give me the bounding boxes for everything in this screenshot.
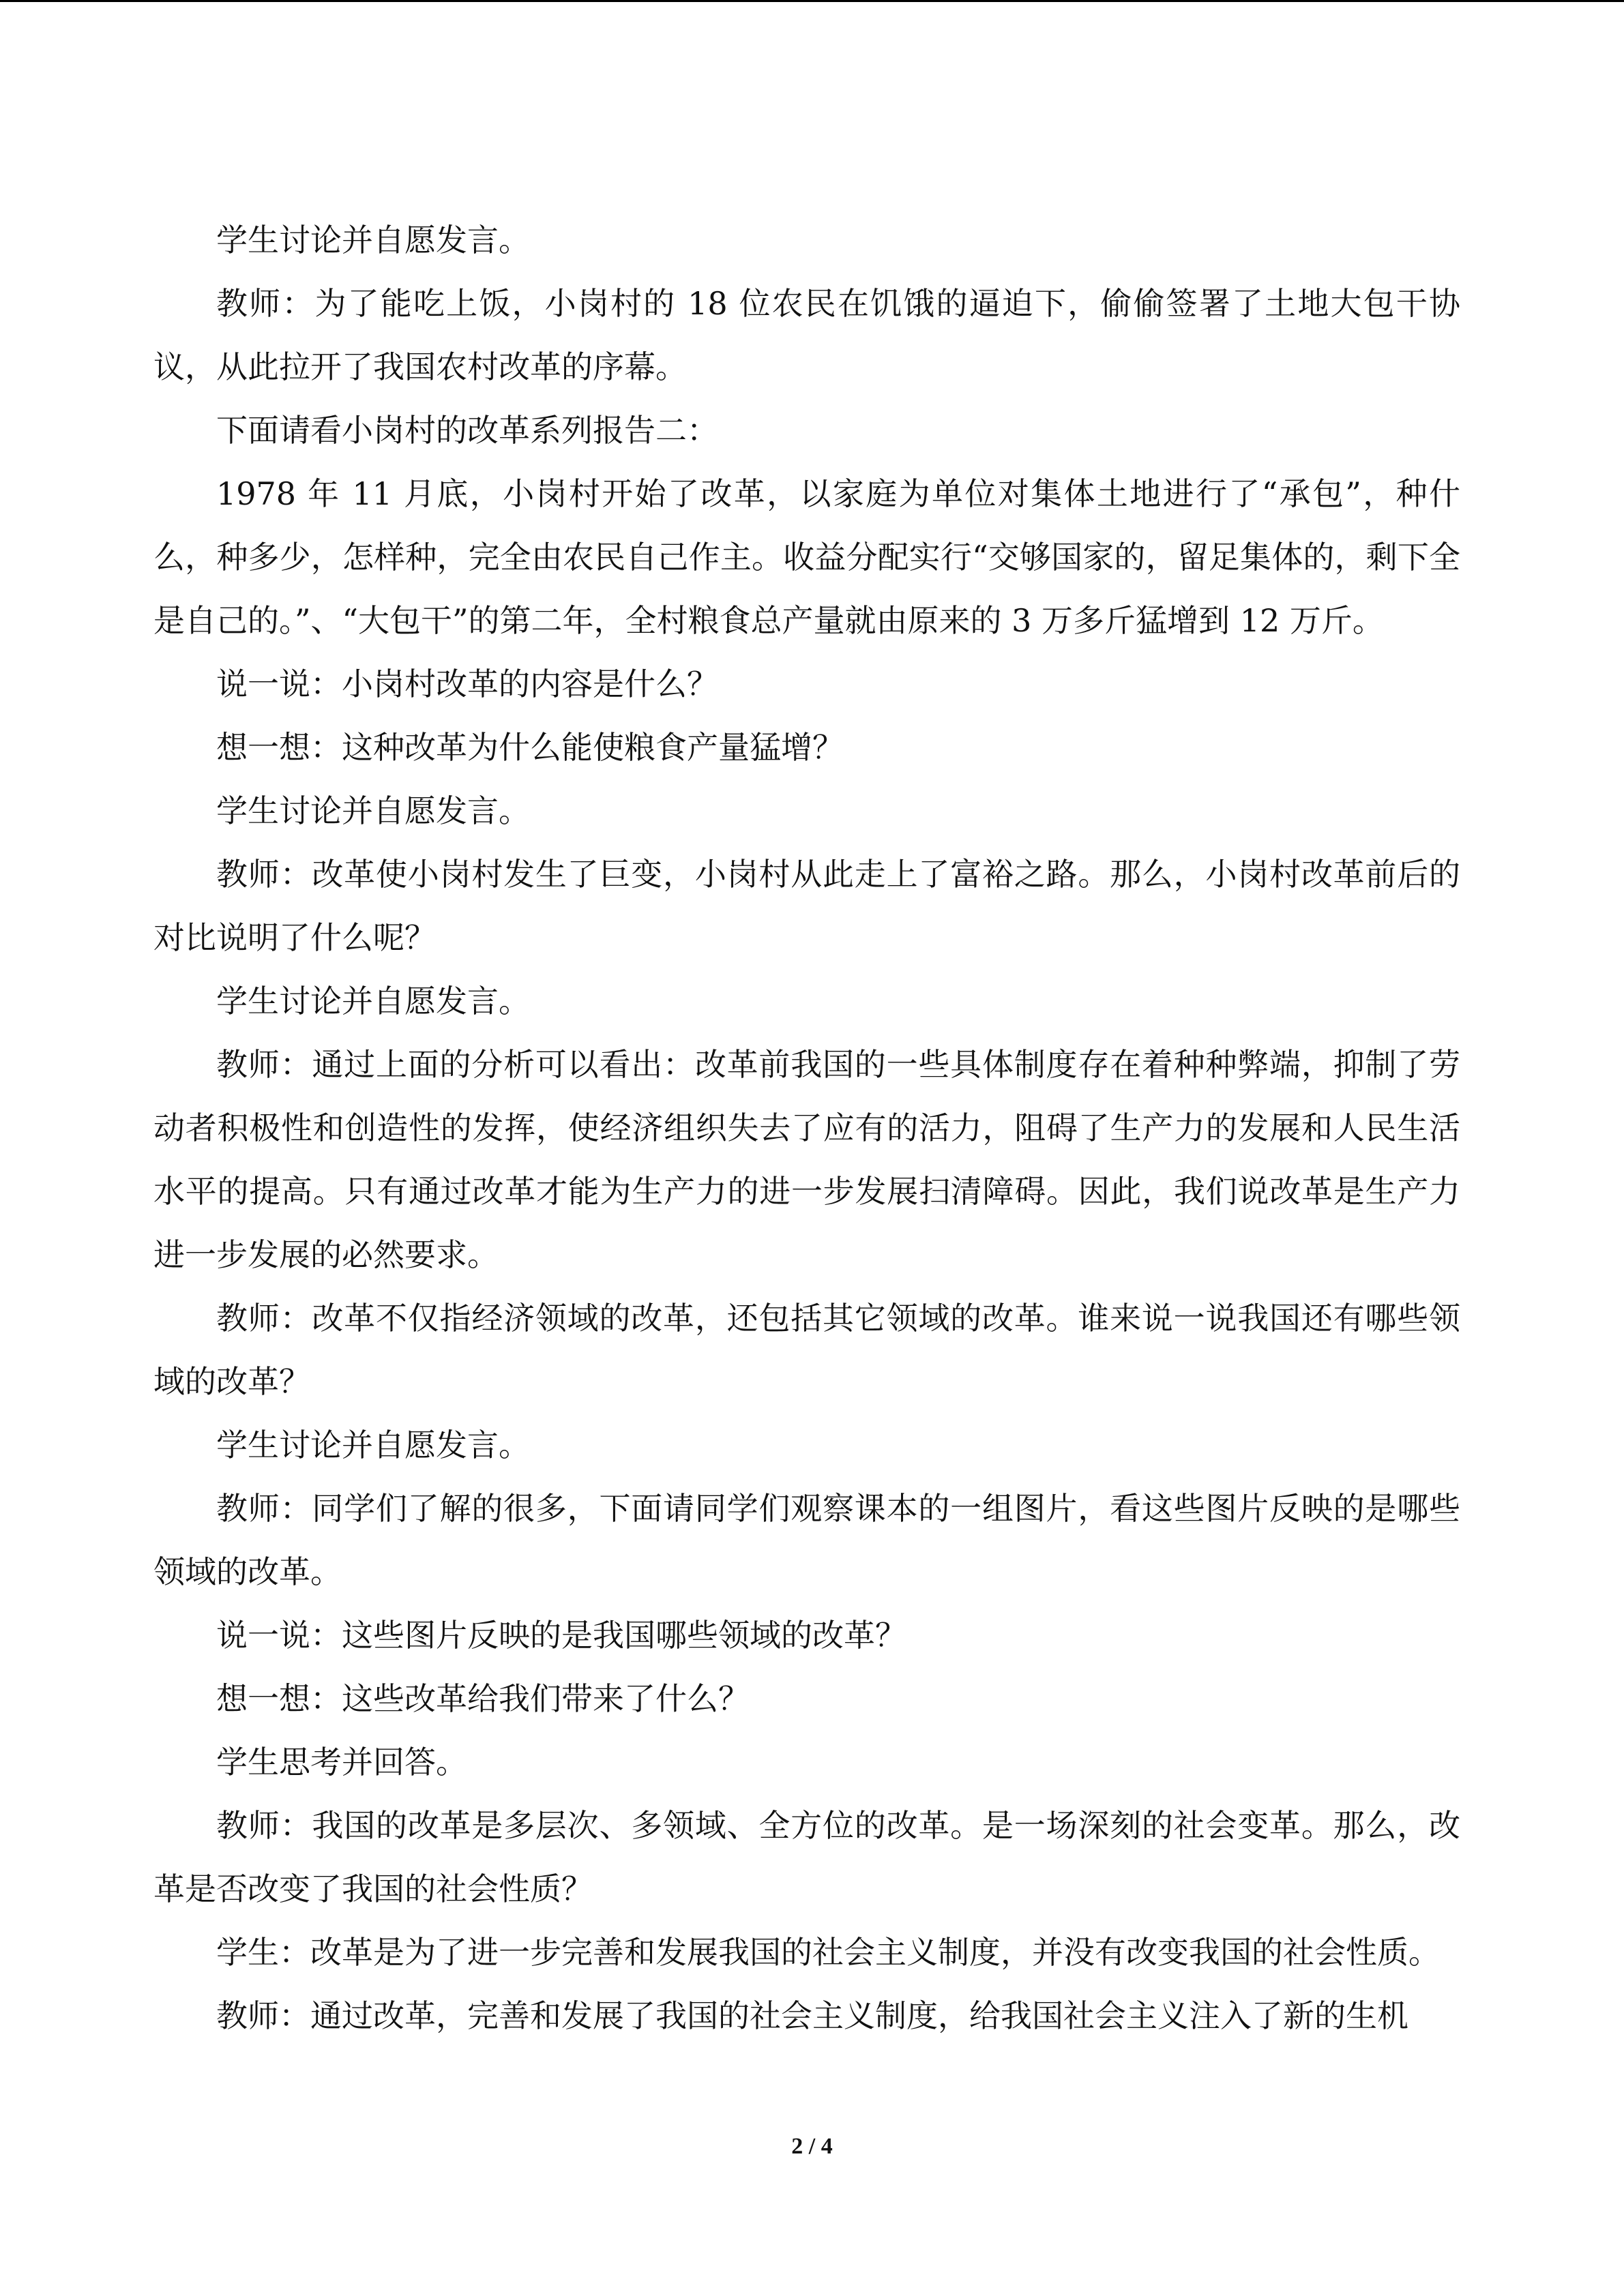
paragraph: 说一说：小岗村改革的内容是什么？: [216, 666, 718, 702]
paragraph: 教师：我国的改革是多层次、多领域、全方位的改革。是一场深刻的社会变革。那么，改革是否改变了我国的社会性质？: [153, 1807, 1460, 1907]
paragraph: 教师：通过改革，完善和发展了我国的社会主义制度，给我国社会主义注入了新的生机: [216, 1997, 1408, 2034]
paragraph: 教师：改革使小岗村发生了巨变，小岗村从此走上了富裕之路。那么，小岗村改革前后的对比说明了什么呢？: [153, 856, 1460, 956]
paragraph: 教师：通过上面的分析可以看出：改革前我国的一些具体制度存在着种种弊端，抑制了劳动者积极性和创造性的发挥，使经济组织失去了应有的活力，阻碍了生产力的发展和人民生活水平的提高。只有通过改革才能为生产力的进一步发展扫清障碍。因此，我们说改革是生产力进一步发展的必然要求。: [153, 1046, 1460, 1273]
page-top-border: [0, 0, 1624, 2]
paragraph: 学生讨论并自愿发言。: [216, 1427, 530, 1463]
paragraph: 学生：改革是为了进一步完善和发展我国的社会主义制度，并没有改变我国的社会性质。: [216, 1934, 1440, 1971]
paragraph: 学生思考并回答。: [216, 1744, 467, 1780]
paragraph: 说一说：这些图片反映的是我国哪些领域的改革？: [216, 1617, 906, 1654]
paragraph: 教师：同学们了解的很多，下面请同学们观察课本的一组图片，看这些图片反映的是哪些领域的改革。: [153, 1490, 1460, 1590]
paragraph: 学生讨论并自愿发言。: [216, 983, 530, 1019]
paragraph: 想一想：这种改革为什么能使粮食产量猛增？: [216, 729, 844, 766]
paragraph: 教师：改革不仅指经济领域的改革，还包括其它领域的改革。谁来说一说我国还有哪些领域的改革？: [153, 1300, 1460, 1400]
paragraph: 下面请看小岗村的改革系列报告二：: [216, 412, 718, 449]
paragraph: 想一想：这些改革给我们带来了什么？: [216, 1680, 750, 1717]
paragraph: 1978 年 11 月底，小岗村开始了改革，以家庭为单位对集体土地进行了“承包”，种什么，种多少，怎样种，完全由农民自己作主。收益分配实行“交够国家的，留足集体的，剩下全是自己的。”、“大包干”的第二年，全村粮食总产量就由原来的 3 万多斤猛增到 12 万斤。: [153, 475, 1460, 639]
page-content: [153, 209, 1460, 2048]
paragraph: 教师：为了能吃上饭，小岗村的 18 位农民在饥饿的逼迫下，偷偷签署了土地大包干协议，从此拉开了我国农村改革的序幕。: [153, 285, 1460, 385]
paragraph: 学生讨论并自愿发言。: [216, 792, 530, 829]
paragraph: 学生讨论并自愿发言。: [216, 222, 530, 258]
page-number: 2 / 4: [791, 2134, 833, 2159]
